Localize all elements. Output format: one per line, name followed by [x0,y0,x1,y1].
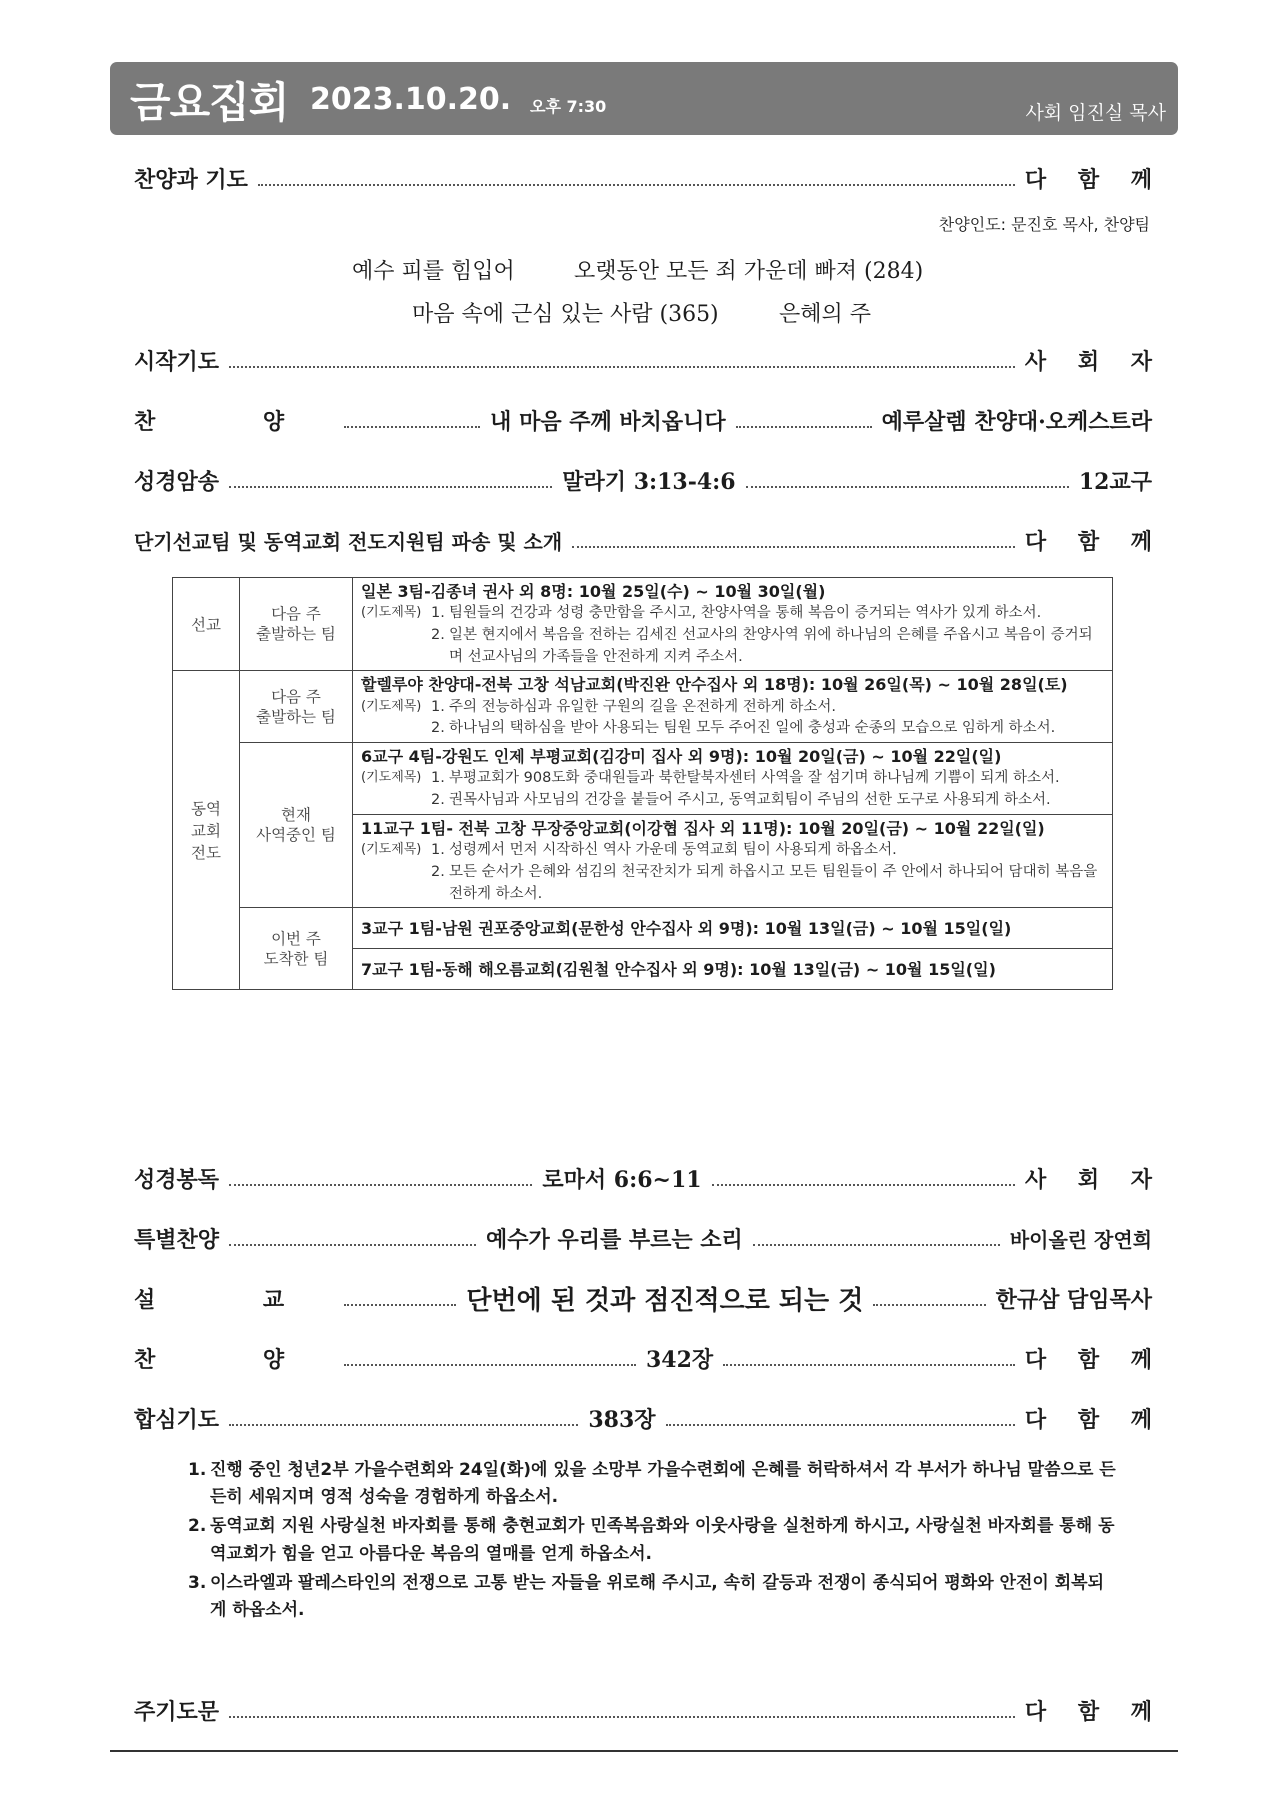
sermon-title: 단번에 된 것과 점진적으로 되는 것 [466,1285,864,1316]
order-right: 예루살렘 찬양대·오케스트라 [881,408,1153,435]
leader-dots [229,366,1015,368]
table-row [173,671,1113,743]
order-label: 특별찬양 [134,1226,220,1253]
prayer-key: (기도제목) [361,842,422,857]
group-next-week: 다음 주 출발하는 팀 [240,671,353,743]
prayer-item: 3. 이스라엘과 팔레스타인의 전쟁으로 고통 받는 자들을 위로해 주시고, 속히 갈등과 전쟁이 종식되어 평화와 안전이 회복되게 하옵소서. [188,1570,1118,1624]
leader-dots [344,426,480,428]
order-label: 찬 양 [134,1346,335,1373]
order-mission-intro [134,520,1164,560]
team-title: 할렐루야 찬양대-전북 고창 석남교회(박진완 안수집사 외 18명): 10월 26일(목) ~ 10월 28일(토) [361,675,1068,695]
group-arrived: 이번 주 도착한 팀 [240,908,353,990]
group-partner: 동역 교회 전도 [173,671,240,990]
bottom-divider [110,1750,1178,1752]
team-prayer: 하나님의 택하심을 받아 사용되는 팀원 모두 주어진 일에 충성과 순종의 모습으로 임하게 하소서. [449,720,1056,737]
team-cell: 일본 3팀-김종녀 권사 외 8명: 10월 25일(수) ~ 10월 30일(월) (기도제목) 1. 팀원들의 건강과 성령 충만함을 주시고, 찬양사역을 통해 복음이 증거되는 역사가 있게 하소서. 2. 일본 현지에서 복음을 전하는 김세진 선교사의 찬양사역 위에 하나님의 은혜를 주옵시고 복음이 증거되며 선교사님의 가족들을 안전하게 지켜 주소서. [353,578,1113,671]
team-cell: 6교구 4팀-강원도 인제 부평교회(김강미 집사 외 9명): 10월 20일(금) ~ 10월 22일(일) (기도제목) 1. 부평교회가 908도화 중대원들과 북한탈북자센터 사역을 잘 섬기며 하나님께 기쁨이 되게 하소서. 2. 권목사님과 사모님의 건강을 붙들어 주시고, 동역교회팀이 주님의 선한 도구로 사용되게 하소서. [353,743,1113,815]
service-title: 금요집회 [130,78,289,127]
order-middle: 말라기 3:13-4:6 [562,468,736,495]
order-middle: 예수가 우리를 부르는 소리 [486,1226,743,1253]
team-prayer: 주의 전능하심과 유일한 구원의 길을 온전하게 전하게 하소서. [449,698,837,715]
leader-dots [344,1304,456,1306]
order-praise [134,400,1152,440]
leader-dots [229,1244,476,1246]
order-label: 성경암송 [134,468,220,495]
order-right: 다 함 께 [1024,1346,1164,1373]
presider: 사회 임진실 목사 [1025,102,1166,124]
order-special-praise [134,1218,1152,1258]
prayer-text: 진행 중인 청년2부 가을수련회와 24일(화)에 있을 소망부 가을수련회에 은혜를 허락하셔서 각 부서가 하나님 말씀으로 든든히 세워지며 영적 성숙을 경험하게 하옵소서. [210,1460,1116,1508]
prayer-key: (기도제목) [361,698,422,714]
group-mission: 선교 [173,578,240,671]
leader-dots [258,184,1015,186]
prayer-list [188,1457,1118,1626]
table-row [173,578,1113,671]
prayer-key: (기도제목) [361,605,422,621]
order-right: 사 회 자 [1024,1166,1165,1193]
service-time: 오후 7:30 [530,97,607,116]
order-right: 바이올린 장연희 [1009,1227,1153,1252]
praise-leader: 찬양인도: 문진호 목사, 찬양팀 [938,215,1150,234]
leader-dots [873,1304,985,1306]
table-row [173,908,1113,949]
order-opening-prayer [134,340,1164,380]
order-unison-prayer [134,1398,1164,1438]
order-lords-prayer [134,1690,1164,1730]
team-cell [353,908,1113,949]
table-row [173,743,1113,815]
team-cell [353,949,1113,990]
order-reading [134,1158,1165,1198]
leader-dots [229,486,552,488]
service-header [110,62,1178,135]
leader-dots [344,1364,636,1366]
leader-dots [572,546,1015,548]
order-right: 다 함 께 [1024,166,1164,193]
leader-dots [229,1716,1015,1718]
leader-dots [736,426,872,428]
leader-dots [229,1424,578,1426]
order-label: 설 교 [134,1286,335,1313]
team-prayer: 일본 현지에서 복음을 전하는 김세진 선교사의 찬양사역 위에 하나님의 은혜를 주옵시고 복음이 증거되며 선교사님의 가족들을 안전하게 지켜 주소서. [449,626,1093,665]
team-prayer: 성령께서 먼저 시작하신 역사 가운데 동역교회 팀이 사용되게 하옵소서. [449,842,897,858]
leader-dots [746,486,1069,488]
team-cell: 11교구 1팀- 전북 고창 무장중앙교회(이강협 집사 외 11명): 10월 20일(금) ~ 10월 22일(일) (기도제목) 1. 성령께서 먼저 시작하신 역사 가운데 동역교회 팀이 사용되게 하옵소서. 2. 모든 순서가 은혜와 섬김의 천국잔치가 되게 하옵시고 모든 팀원들이 주 안에서 하나되어 담대히 복음을 전하게 하소서. [353,814,1113,907]
service-date: 2023.10.20. [310,82,512,117]
prayer-text: 이스라엘과 팔레스타인의 전쟁으로 고통 받는 자들을 위로해 주시고, 속히 갈등과 전쟁이 종식되어 평화와 안전이 회복되게 하옵소서. [210,1572,1104,1620]
order-label: 합심기도 [134,1406,220,1433]
order-middle: 342장 [645,1346,714,1373]
hymn-2: 오랫동안 모든 죄 가운데 빠져 (284) [574,259,924,284]
order-praise-prayer [134,158,1164,198]
prayer-key: (기도제목) [361,770,422,786]
order-label: 성경봉독 [134,1166,220,1193]
leader-dots [712,1184,1015,1186]
prayer-item: 1. 진행 중인 청년2부 가을수련회와 24일(화)에 있을 소망부 가을수련회에 은혜를 허락하셔서 각 부서가 하나님 말씀으로 든든히 세워지며 영적 성숙을 경험하게 하옵소서. [188,1457,1118,1511]
leader-dots [753,1244,1000,1246]
order-middle: 내 마음 주께 바치옵니다 [490,408,726,435]
leader-dots [666,1424,1015,1426]
order-right: 다 함 께 [1024,1698,1164,1725]
group-current: 현재 사역중인 팀 [240,743,353,908]
prayer-text: 동역교회 지원 사랑실천 바자회를 통해 충현교회가 민족복음화와 이웃사랑을 실천하게 하시고, 사랑실천 바자회를 통해 동역교회가 힘을 얻고 아름다운 복음의 열매를 얻게 하옵소서. [210,1516,1115,1564]
order-label: 찬 양 [134,408,335,435]
order-label: 단기선교팀 및 동역교회 전도지원팀 파송 및 소개 [134,529,563,554]
leader-dots [229,1184,532,1186]
team-title: 6교구 4팀-강원도 인제 부평교회(김강미 집사 외 9명): 10월 20일(금) ~ 10월 22일(일) [361,747,1002,767]
team-prayer: 권목사님과 사모님의 건강을 붙들어 주시고, 동역교회팀이 주님의 선한 도구로 사용되게 하소서. [449,792,1051,809]
mission-table [172,577,1113,990]
hymn-1: 예수 피를 힘입어 [352,259,515,284]
order-right: 한규삼 담임목사 [995,1286,1152,1313]
order-label: 시작기도 [134,348,220,375]
team-prayer: 부평교회가 908도화 중대원들과 북한탈북자센터 사역을 잘 섬기며 하나님께 기쁨이 되게 하소서. [449,770,1060,787]
order-sermon [134,1278,1152,1318]
order-right: 다 함 께 [1024,528,1164,555]
group-next-week: 다음 주 출발하는 팀 [240,578,353,671]
order-middle: 383장 [588,1406,656,1433]
order-right: 다 함 께 [1024,1406,1164,1433]
team-title: 7교구 1팀-동해 해오름교회(김원철 안수집사 외 9명): 10월 13일(금) ~ 10월 15일(일) [361,959,996,979]
order-right: 사 회 자 [1024,348,1164,375]
prayer-item: 2. 동역교회 지원 사랑실천 바자회를 통해 충현교회가 민족복음화와 이웃사랑을 실천하게 하시고, 사랑실천 바자회를 통해 동역교회가 힘을 얻고 아름다운 복음의 열매를 얻게 하옵소서. [188,1513,1118,1567]
team-title: 11교구 1팀- 전북 고창 무장중앙교회(이강협 집사 외 11명): 10월 20일(금) ~ 10월 22일(일) [361,818,1045,838]
hymn-4: 은혜의 주 [779,302,872,327]
team-prayer: 모든 순서가 은혜와 섬김의 천국잔치가 되게 하옵시고 모든 팀원들이 주 안에서 하나되어 담대히 복음을 전하게 하소서. [449,863,1098,902]
order-memorization [134,460,1152,500]
team-title: 3교구 1팀-남원 권포중앙교회(문한성 안수집사 외 9명): 10월 13일(금) ~ 10월 15일(일) [361,918,1012,938]
order-label: 주기도문 [134,1698,220,1725]
team-prayer: 팀원들의 건강과 성령 충만함을 주시고, 찬양사역을 통해 복음이 증거되는 역사가 있게 하소서. [449,605,1042,622]
order-label: 찬양과 기도 [134,166,248,193]
order-middle: 로마서 6:6~11 [542,1166,702,1193]
team-title: 일본 3팀-김종녀 권사 외 8명: 10월 25일(수) ~ 10월 30일(월) [361,582,826,601]
hymn-3: 마음 속에 근심 있는 사람 (365) [412,302,719,327]
leader-dots [723,1364,1015,1366]
order-hymn [134,1338,1164,1378]
order-right: 12교구 [1078,468,1152,495]
team-cell: 할렐루야 찬양대-전북 고창 석남교회(박진완 안수집사 외 18명): 10월 26일(목) ~ 10월 28일(토) (기도제목) 1. 주의 전능하심과 유일한 구원의 길을 온전하게 전하게 하소서. 2. 하나님의 택하심을 받아 사용되는 팀원 모두 주어진 일에 충성과 순종의 모습으로 임하게 하소서. [353,671,1113,743]
